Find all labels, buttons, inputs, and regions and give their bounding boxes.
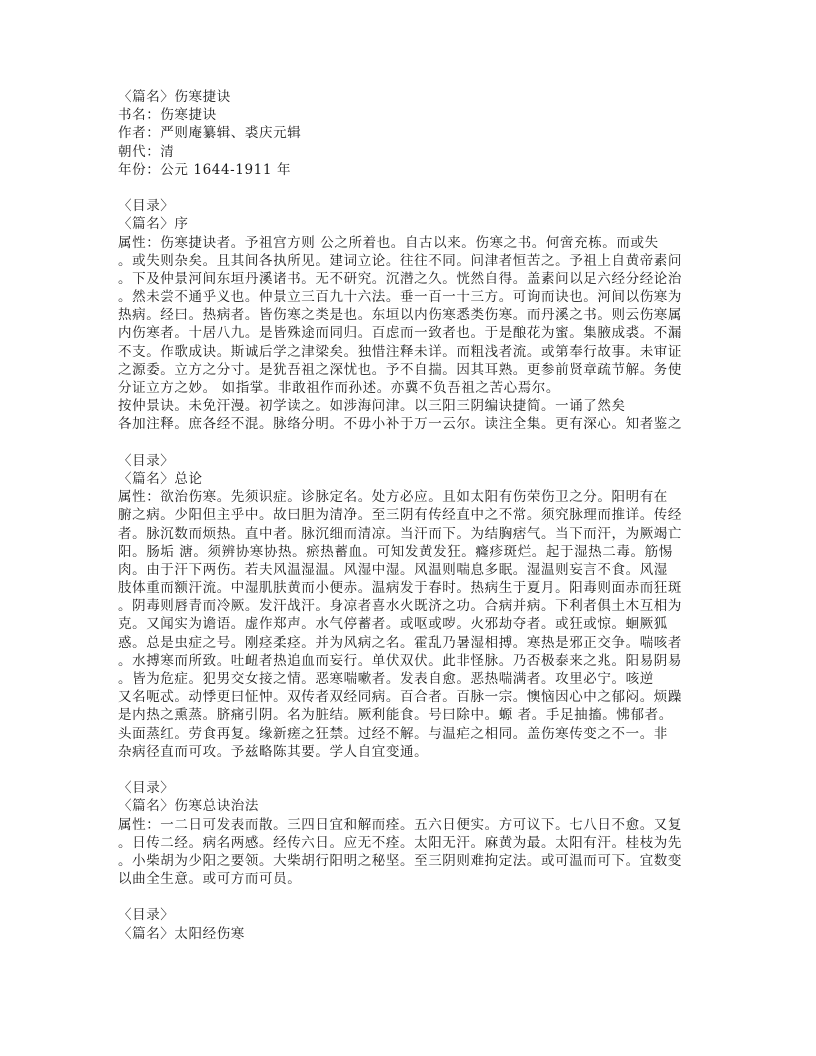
text-line: 各加注释。庶各经不混。脉络分明。不毋小补于万一云尔。读注全集。更有深心。知者鉴之 [118,416,682,433]
text-line: 。皆为危症。犯男交女接之情。恶寒喘嗽者。发表自愈。恶热喘满者。攻里必宁。咳逆 [118,671,654,687]
section-title: 〈篇名〉序 [118,216,189,233]
author: 作者：严则庵纂辑、裘庆元辑 [118,125,302,142]
toc-marker: 〈目录〉 [118,907,175,924]
text-line: 之源委。立方之分寸。是犹吾祖之深忧也。予不自揣。因其耳熟。更参前贤章疏节解。务使 [118,361,682,378]
text-line: 分证立方之妙。 如指掌。非敢祖作而孙述。亦冀不负吾祖之苦心焉尔。 [118,380,560,396]
section-title: 〈篇名〉伤寒总诀治法 [118,798,259,815]
text-line: 属性：伤寒捷诀者。予祖宫方则 公之所着也。自古以来。伤寒之书。何啻充栋。而或失 [118,234,659,251]
spacer [118,179,698,197]
text-line: 。阴毒则唇青而冷厥。发汗战汗。身凉者喜水火既济之功。合病并病。下利者俱土木互相为 [118,598,682,615]
text-line: 不支。作歌成诀。斯诚后学之津梁矣。独惜注释未详。而粗浅者流。或第奉行故事。未审证 [118,343,682,360]
text-line: 克。又闻实为谵语。虚作郑声。水气停蓄者。或呕或哕。火邪劫夺者。或狂或惊。蛔厥狐 [118,616,668,633]
section-taiyang-cold-damage [118,906,698,942]
text-line: 者。脉沉数而烦热。直中者。脉沉细而清凉。当汗而下。为结胸痞气。当下而汗，为厥竭亡 [118,525,682,542]
section-treatment-methods [118,779,698,888]
text-line: 杂病径直而可攻。予兹略陈其要。学人自宜变通。 [118,743,429,760]
dynasty: 朝代：清 [118,143,175,160]
text-line: 头面蒸红。劳食再复。缘新瘥之狂禁。过经不解。与温疟之相同。盖伤寒传变之不一。非 [118,725,668,742]
text-line: 惑。总是虫症之号。刚痉柔痉。并为风病之名。霍乱乃暑湿相搏。寒热是邪正交争。喘咳者 [118,634,682,651]
section-general-discussion [118,452,698,761]
text-line: 以曲全生意。或可方而可员。 [118,871,302,888]
text-line: 。下及仲景河间东垣丹溪诸书。无不研究。沉潜之久。恍然自得。盖素问以足六经分经论治 [118,270,682,287]
text-line: 属性：一二日可发表而散。三四日宜和解而痊。五六日便实。方可议下。七八日不愈。又复 [118,816,682,833]
text-line: 又名呃忒。动悸更曰怔忡。双传者双经同病。百合者。百脉一宗。懊恼因心中之郁闷。烦躁 [118,689,682,706]
text-line: 腑之病。少阳但主乎中。故曰胆为清净。至三阴有传经直中之不常。须究脉理而推详。传经 [118,507,682,524]
text-line: 是内热之熏蒸。脐痛引阴。名为脏结。厥利能食。号曰除中。螈 者。手足抽搐。怫郁者。 [118,707,673,724]
document-page [118,88,698,943]
section-preface [118,197,698,433]
text-line: 。或失则杂矣。且其间各执所见。建词立论。往往不同。问津者恒苦之。予祖上自黄帝素问 [118,252,682,269]
text-line: 。水搏寒而所致。吐衄者热追血而妄行。单伏双伏。此非怪脉。乃否极泰来之兆。阳易阴易 [118,652,682,669]
year: 年份：公元 1644-1911 年 [118,161,292,178]
text-line: 属性：欲治伤寒。先须识症。诊脉定名。处方必应。且如太阳有伤荣伤卫之分。阳明有在 [118,489,668,506]
text-line: 内伤寒者。十居八九。是皆殊途而同归。百虑而一致者也。于是酿花为蜜。集腋成裘。不漏 [118,325,682,342]
book-name: 书名：伤寒捷诀 [118,107,217,124]
spacer [118,434,698,452]
text-line: 肉。由于汗下两伤。若夫风温湿温。风湿中湿。风温则喘息多眠。湿温则妄言不食。风湿 [118,561,668,578]
spacer [118,761,698,779]
toc-marker: 〈目录〉 [118,452,175,469]
toc-marker: 〈目录〉 [118,780,175,797]
text-line: 。小柴胡为少阳之要领。大柴胡行阳明之秘坚。至三阴则难拘定法。或可温而可下。宜数变 [118,852,682,869]
text-line: 按仲景诀。未免汗漫。初学读之。如涉海问津。以三阳三阴编诀捷简。一诵了然矣 [118,398,626,415]
text-line: 热病。经曰。热病者。皆伤寒之类是也。东垣以内伤寒悉类伤寒。而丹溪之书。则云伤寒属 [118,307,682,324]
text-line: 。日传二经。病名两感。经传六日。应无不痊。太阳无汗。麻黄为最。太阳有汗。桂枝为先 [118,834,682,851]
spacer [118,888,698,906]
text-line: 。然未尝不通乎义也。仲景立三百九十六法。垂一百一十三方。可询而诀也。河间以伤寒为 [118,289,682,306]
section-title: 〈篇名〉总论 [118,470,203,487]
section-title: 〈篇名〉太阳经伤寒 [118,925,245,942]
chapter-title: 〈篇名〉伤寒捷诀 [118,89,231,105]
text-line: 肢体重而额汗流。中湿肌肤黄而小便赤。温病发于春时。热病生于夏月。阳毒则面赤而狂斑 [118,580,682,597]
text-line: 阳。肠垢 溏。须辨协寒协热。瘀热蓄血。可知发黄发狂。癃疹斑烂。起于湿热二毒。筋惕 [118,543,673,560]
toc-marker: 〈目录〉 [118,198,175,215]
